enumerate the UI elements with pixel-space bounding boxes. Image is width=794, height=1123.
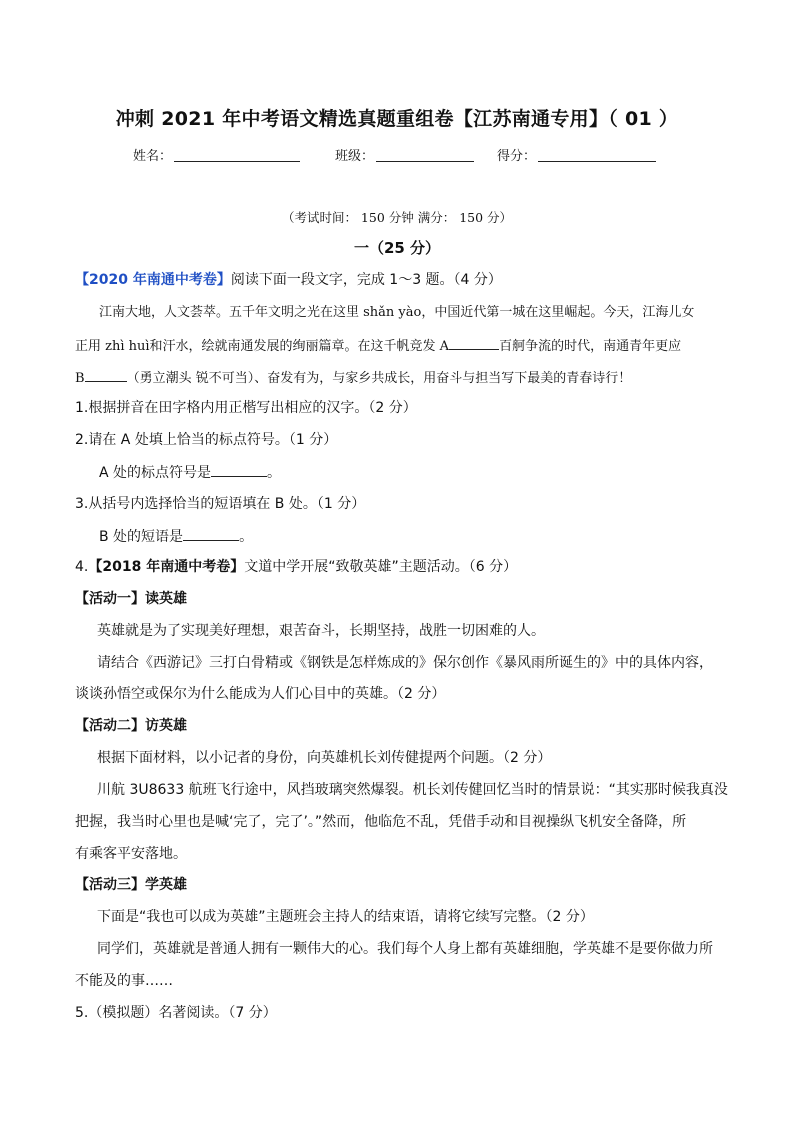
score-field: [497, 145, 656, 164]
activity-3-heading: 【活动三】学英雄: [75, 877, 187, 893]
passage-line-2-tail: 百舸争流的时代，南通青年更应: [499, 339, 682, 354]
activity-2-heading: 【活动二】访英雄: [75, 718, 187, 734]
activity-1-paragraph-3: 谈谈孙悟空或保尔为什么能成为人们心目中的英雄。（2 分）: [75, 686, 446, 702]
question-3: 3.从括号内选择恰当的短语填在 B 处。（1 分）: [75, 496, 366, 512]
question-3-answer-blank[interactable]: [183, 526, 239, 541]
student-info-row: [133, 145, 693, 164]
activity-1-paragraph-1: 英雄就是为了实现美好理想，艰苦奋斗，长期坚持，战胜一切困难的人。: [97, 623, 545, 639]
passage-line-3-head: B: [75, 371, 85, 386]
activity-1-paragraph-2: 请结合《西游记》三打白骨精或《钢铁是怎样炼成的》保尔创作《暴风雨所诞生的》中的具体内容，: [97, 655, 713, 671]
activity-1-heading: 【活动一】读英雄: [75, 591, 187, 607]
question-2: 2.请在 A 处填上恰当的标点符号。（1 分）: [75, 432, 338, 448]
class-blank[interactable]: [376, 147, 474, 162]
score-blank[interactable]: [538, 147, 656, 162]
name-label: 姓名：: [133, 149, 173, 164]
activity-3-paragraph-1: 下面是“我也可以成为英雄”主题班会主持人的结束语，请将它续写完整。（2 分）: [97, 909, 594, 925]
passage-line-3: [75, 367, 631, 389]
section-heading: 一（25 分）: [353, 239, 441, 257]
intro-text: 阅读下面一段文字，完成 1～3 题。（4 分）: [230, 272, 502, 288]
question-3-answer-label: B 处的短语是: [99, 529, 184, 545]
passage-line-3-tail: （勇立潮头 锐不可当）、奋发有为，与家乡共成长，用奋斗与担当写下最美的青春诗行！: [126, 371, 632, 386]
page-title: 冲刺 2021 年中考语文精选真题重组卷【江苏南通专用】（ 01 ）: [115, 108, 679, 130]
intro-line: [75, 270, 502, 290]
question-2-answer-blank[interactable]: [211, 462, 267, 477]
activity-2-paragraph-3: 把握，我当时心里也是喊‘完了，完了’。”然而，他临危不乱，凭借手动和目视操纵飞机安全备降，所: [75, 814, 687, 830]
blank-b[interactable]: [85, 367, 127, 382]
name-field: [133, 145, 300, 164]
name-blank[interactable]: [174, 147, 300, 162]
question-3-answer: [99, 526, 253, 547]
passage-line-2-text: 正用 zhì huì和汗水，绘就南通发展的绚丽篇章。在这千帆竞发 A: [75, 339, 450, 354]
activity-3-paragraph-2: 同学们，英雄就是普通人拥有一颗伟大的心。我们每个人身上都有英雄细胞，学英雄不是要你做力所: [97, 941, 713, 957]
passage-line-1: 江南大地，人文荟萃。五千年文明之光在这里 shǎn yào，中国近代第一城在这里崛起。今天，江海儿女: [99, 305, 695, 320]
activity-2-paragraph-4: 有乘客平安落地。: [75, 846, 187, 862]
score-label: 得分：: [497, 149, 537, 164]
intro-source: 【2020 年南通中考卷】: [75, 272, 231, 288]
activity-3-paragraph-3: 不能及的事……: [75, 973, 173, 989]
question-2-answer: [99, 462, 281, 483]
question-2-answer-label: A 处的标点符号是: [99, 465, 212, 481]
activity-2-paragraph-2: 川航 3U8633 航班飞行途中，风挡玻璃突然爆裂。机长刘传健回忆当时的情景说：“其实那时候我真没: [97, 782, 728, 798]
question-1: 1.根据拼音在田字格内用正楷写出相应的汉字。（2 分）: [75, 400, 417, 416]
question-4-prefix: 4.: [75, 559, 89, 575]
passage-line-2: [75, 335, 681, 357]
exam-time-note: （考试时间： 150 分钟 满分： 150 分）: [281, 210, 513, 225]
question-5: 5.（模拟题）名著阅读。（7 分）: [75, 1005, 277, 1021]
blank-a[interactable]: [449, 335, 499, 350]
question-3-period: 。: [239, 529, 254, 545]
class-field: [335, 145, 474, 164]
class-label: 班级：: [335, 149, 375, 164]
question-4-source: 【2018 年南通中考卷】: [88, 559, 245, 575]
activity-2-paragraph-1: 根据下面材料，以小记者的身份，向英雄机长刘传健提两个问题。（2 分）: [97, 750, 552, 766]
question-4: [75, 557, 517, 577]
question-4-text: 文道中学开展“致敬英雄”主题活动。（6 分）: [244, 559, 518, 575]
question-2-period: 。: [267, 465, 282, 481]
